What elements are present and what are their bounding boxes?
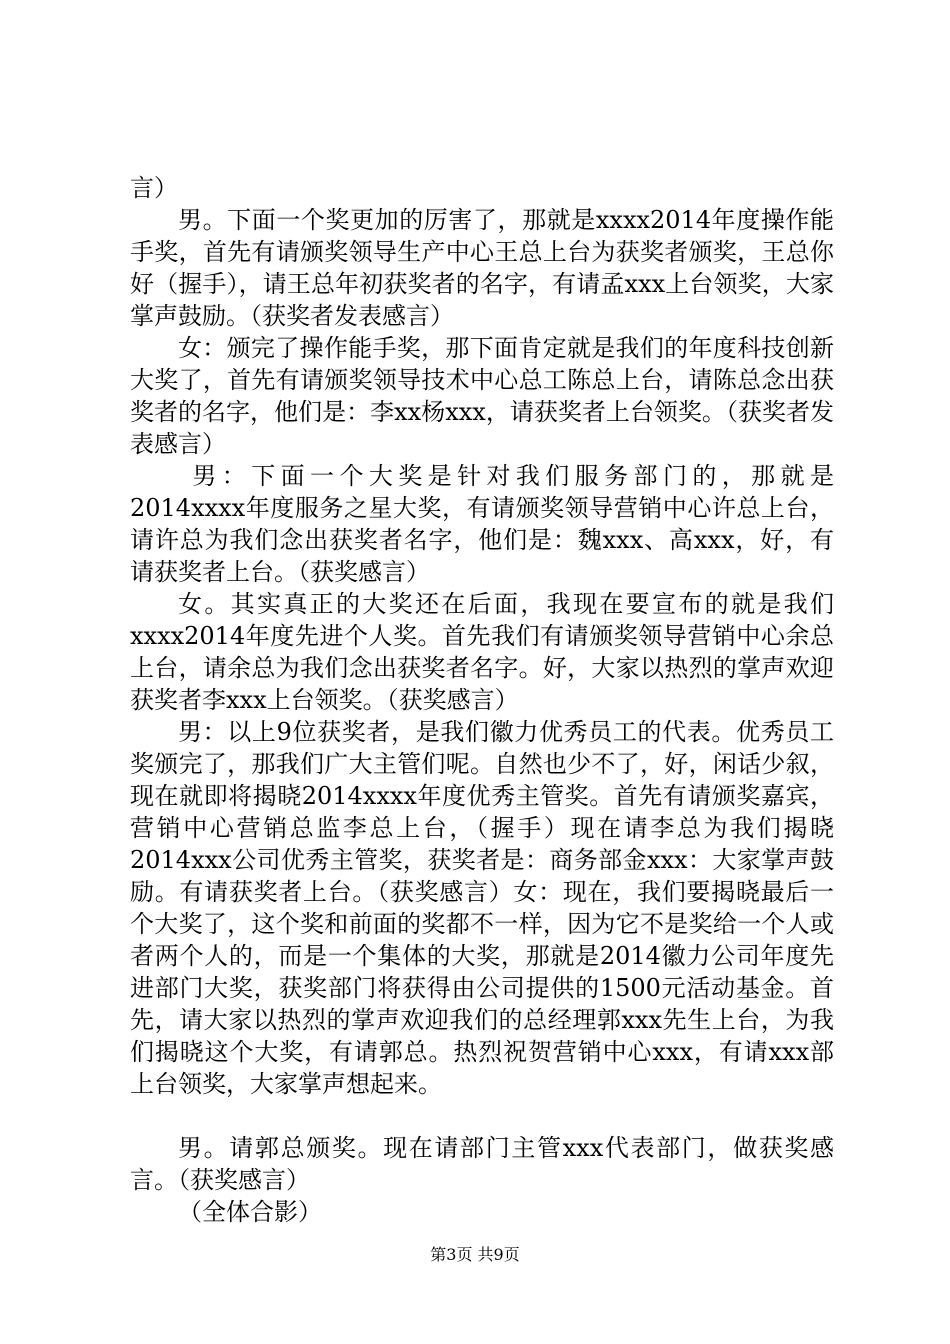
page-number: 第3页 共9页 bbox=[430, 1245, 520, 1264]
document-body bbox=[130, 172, 834, 1228]
paragraph-department-speech: 男。请郭总颁奖。现在请部门主管xxx代表部门，做获奖感言。（获奖感言） bbox=[130, 1134, 834, 1194]
paragraph-individual-award: 女。其实真正的大奖还在后面，我现在要宣布的就是我们xxxx2014年度先进个人奖。首先我们有请颁奖领导营销中心余总上台，请余总为我们念出获奖者名字。好，大家以热烈的掌声欢迎获奖者李xxx上台领奖。（获奖感言） bbox=[130, 590, 834, 714]
paragraph-operation-award: 男。下面一个奖更加的厉害了，那就是xxxx2014年度操作能手奖，首先有请颁奖领导生产中心王总上台为获奖者颁奖，王总你好（握手），请王总年初获奖者的名字，有请孟xxx上台领奖，大家掌声鼓励。（获奖者发表感言） bbox=[130, 206, 834, 330]
paragraph-continuation: 言） bbox=[130, 174, 178, 202]
paragraph-supervisor-award: 男：以上9位获奖者，是我们徽力优秀员工的代表。优秀员工奖颁完了，那我们广大主管们呢。自然也少不了，好，闲话少叙，现在就即将揭晓2014xxxx年度优秀主管奖。首先有请颁奖嘉宾，营销中心营销总监李总上台，（握手）现在请李总为我们揭晓2014xxx公司优秀主管奖，获奖者是：商务部金xxx：大家掌声鼓励。有请获奖者上台。（获奖感言）女：现在，我们要揭晓最后一个大奖了，这个奖和前面的奖都不一样，因为它不是奖给一个人或者两个人的，而是一个集体的大奖，那就是2014徽力公司年度先进部门大奖，获奖部门将获得由公司提供的1500元活动基金。首先，请大家以热烈的掌声欢迎我们的总经理郭xxx先生上台，为我们揭晓这个大奖，有请郭总。热烈祝贺营销中心xxx，有请xxx部上台领奖，大家掌声想起来。 bbox=[130, 718, 834, 1098]
paragraph-service-star-award: 男：下面一个大奖是针对我们服务部门的，那就是2014xxxx年度服务之星大奖，有请颁奖领导营销中心许总上台，请许总为我们念出获奖者名字，他们是：魏xxx、高xxx，好，有请获奖者上台。（获奖感言） bbox=[130, 462, 834, 586]
paragraph-spacer bbox=[130, 1100, 834, 1132]
paragraph-group-photo: （全体合影） bbox=[178, 1198, 322, 1226]
paragraph-innovation-award: 女：颁完了操作能手奖，那下面肯定就是我们的年度科技创新大奖了，首先有请颁奖领导技术中心总工陈总上台，请陈总念出获奖者的名字，他们是：李xx杨xxx，请获奖者上台领奖。（获奖者发表感言） bbox=[130, 334, 834, 458]
